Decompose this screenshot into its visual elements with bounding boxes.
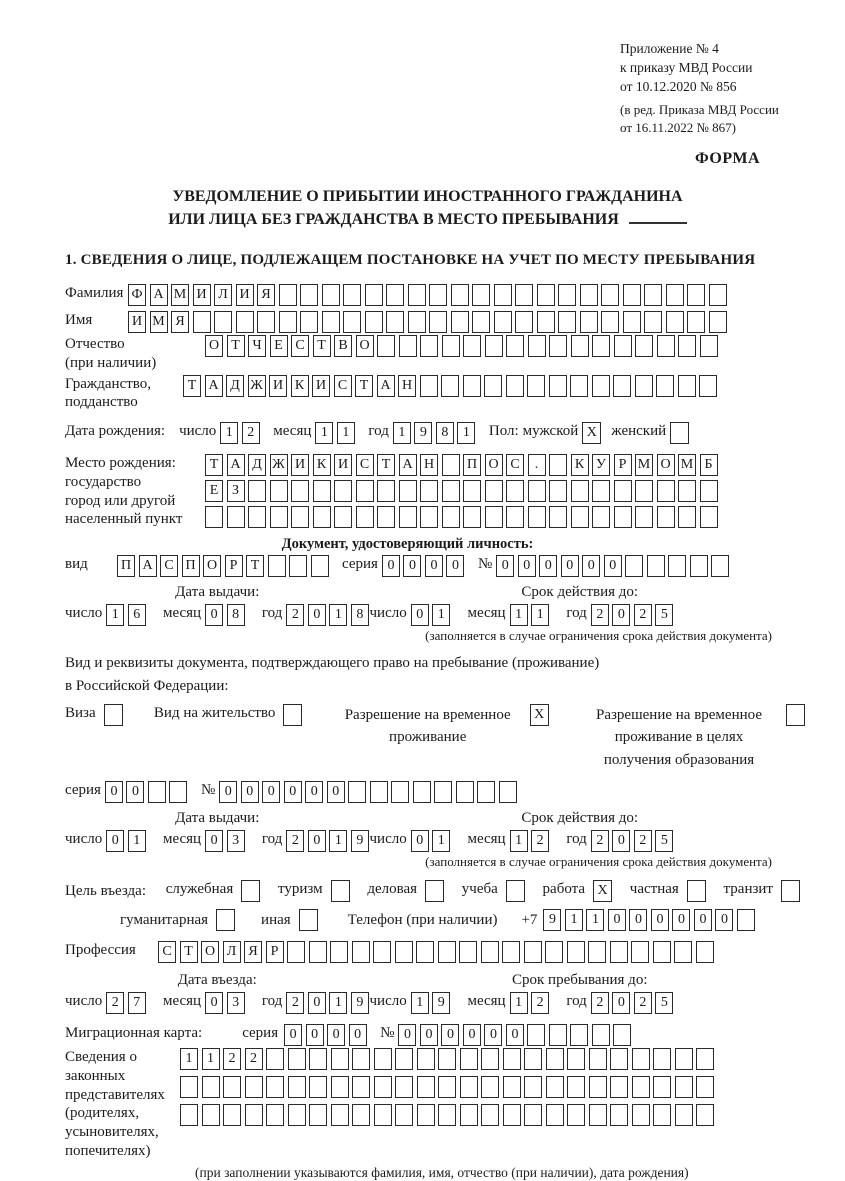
stay-year-boxes[interactable]: 2 0 2 5: [591, 993, 677, 1009]
identity-number-label: №: [477, 556, 493, 573]
birth-date-field: [65, 422, 790, 444]
birth-place-row1-boxes[interactable]: Т А Д Ж И К И С Т А Н П О С . К У Р М О М Б: [205, 454, 721, 476]
sex-male-checkbox[interactable]: X: [582, 422, 601, 444]
mc-number-label: №: [380, 1025, 395, 1042]
birth-year-boxes[interactable]: 1 9 8 1: [393, 422, 479, 444]
identity-issue-date: число 1 6 месяц 0 8 год 2 0 1 8: [65, 604, 370, 626]
purpose-official-checkbox[interactable]: [241, 880, 260, 902]
temp-residence-option: Разрешение на временное проживание X: [334, 704, 549, 749]
phone-prefix: +7: [521, 911, 538, 928]
residence-issue-year-boxes[interactable]: 2 0 1 9: [286, 831, 372, 847]
identity-expiry-heading: Срок действия до:: [521, 584, 639, 601]
purpose-row2: гуманитарная иная Телефон (при наличии) +7 9 1 1 0 0 0 0 0 0: [65, 909, 790, 931]
surname-label: Фамилия: [65, 285, 124, 302]
residence-doc-intro2: в Российской Федерации:: [65, 678, 229, 695]
residence-permit-option: Вид на жительство: [154, 704, 302, 726]
identity-issue-month-boxes[interactable]: 0 8: [205, 605, 248, 621]
representatives-note: (при заполнении указываются фамилия, имя, отчество (при наличии), дата рождения): [195, 1164, 689, 1180]
birth-place-label: государство: [65, 473, 142, 490]
residence-series-label: серия: [65, 782, 101, 799]
residence-doc-series-row: [65, 781, 790, 803]
year-word: год: [368, 423, 389, 440]
entry-day-boxes[interactable]: 2 7: [106, 993, 149, 1009]
appendix-line: Приложение № 4: [620, 41, 719, 56]
residence-expiry-date: число 0 1 месяц 1 2 год 2 0 2 5: [370, 830, 791, 852]
purpose-transit-checkbox[interactable]: [781, 880, 800, 902]
title-blank-line: [629, 220, 687, 224]
appendix-line: к приказу МВД России: [620, 59, 753, 75]
purpose-private-checkbox[interactable]: [687, 880, 706, 902]
representatives-label: законных: [65, 1067, 126, 1084]
given-name-field: [65, 311, 790, 333]
residence-issue-date: число 0 1 месяц 0 3 год 2 0 1 9: [65, 830, 370, 852]
birth-month-boxes[interactable]: 1 1: [315, 422, 358, 444]
identity-series-label: серия: [342, 556, 378, 573]
appendix-line: от 10.12.2020 № 856: [620, 78, 737, 94]
surname-boxes[interactable]: Ф А М И Л И Я: [128, 284, 730, 306]
sex-female-checkbox[interactable]: [670, 422, 689, 444]
residence-number-boxes[interactable]: 0 0 0 0 0 0: [219, 781, 520, 803]
residence-issue-heading: Дата выдачи:: [175, 810, 260, 827]
residence-expiry-year-boxes[interactable]: 2 0 2 5: [591, 831, 677, 847]
patronymic-label: Отчество: [65, 336, 125, 353]
residence-issue-day-boxes[interactable]: 0 1: [106, 831, 149, 847]
representatives-field: [65, 1048, 790, 1161]
mc-number-boxes[interactable]: 0 0 0 0 0 0: [398, 1024, 635, 1046]
birth-place-field: [65, 454, 790, 529]
profession-boxes[interactable]: С Т О Л Я Р: [158, 941, 717, 963]
form-word: ФОРМА: [694, 150, 760, 168]
representatives-label: усыновителях,: [65, 1124, 159, 1141]
birth-place-label: город или другой: [65, 492, 176, 509]
phone-boxes[interactable]: 9 1 1 0 0 0 0 0 0: [543, 909, 758, 931]
given-name-label: Имя: [65, 312, 93, 329]
entry-year-boxes[interactable]: 2 0 1 9: [286, 993, 372, 1009]
purpose-study-checkbox[interactable]: [506, 880, 525, 902]
entry-date: число 2 7 месяц 0 3 год 2 0 1 9: [65, 992, 370, 1014]
identity-issue-year-boxes[interactable]: 2 0 1 8: [286, 605, 372, 621]
sex-male-label: мужской: [522, 423, 579, 440]
sex-female-label: женский: [611, 423, 667, 440]
birth-place-label: Место рождения:: [65, 455, 176, 472]
mc-series-label: серия: [242, 1025, 279, 1042]
identity-expiry-day-boxes[interactable]: 0 1: [411, 605, 454, 621]
identity-expiry-date: число 0 1 месяц 1 1 год 2 0 2 5: [370, 604, 791, 626]
month-word: месяц: [273, 423, 312, 440]
section1-heading: 1. СВЕДЕНИЯ О ЛИЦЕ, ПОДЛЕЖАЩЕМ ПОСТАНОВКЕ НА УЧЕТ ПО МЕСТУ ПРЕБЫВАНИЯ: [65, 252, 756, 269]
representatives-label: Сведения о: [65, 1049, 137, 1066]
birth-date-label: Дата рождения:: [65, 423, 166, 440]
form-title-line1: УВЕДОМЛЕНИЕ О ПРИБЫТИИ ИНОСТРАННОГО ГРАЖДАНИНА: [172, 188, 683, 206]
residence-series-boxes[interactable]: 0 0: [105, 781, 191, 803]
identity-expiry-note: (заполняется в случае ограничения срока действия документа): [425, 628, 772, 644]
residence-expiry-day-boxes[interactable]: 0 1: [411, 831, 454, 847]
visa-checkbox[interactable]: [104, 704, 123, 726]
purpose-work-checkbox[interactable]: X: [593, 880, 612, 902]
stay-month-boxes[interactable]: 1 2: [510, 993, 553, 1009]
form-title: [65, 185, 790, 231]
purpose-label: Цель въезда:: [65, 882, 146, 899]
temp-residence-education-checkbox[interactable]: [786, 704, 805, 726]
patronymic-label2: (при наличии): [65, 354, 157, 371]
residence-doc-intro1: Вид и реквизиты документа, подтверждающего право на пребывание (проживание): [65, 655, 600, 672]
identity-expiry-year-boxes[interactable]: 2 0 2 5: [591, 605, 677, 621]
identity-doc-row: [65, 555, 790, 577]
entry-month-boxes[interactable]: 0 3: [205, 993, 248, 1009]
identity-expiry-month-boxes[interactable]: 1 1: [510, 605, 553, 621]
residence-number-label: №: [200, 782, 216, 799]
temp-residence-education-option: Разрешение на временное проживание в целях получения образования: [580, 704, 805, 772]
residence-issue-month-boxes[interactable]: 0 3: [205, 831, 248, 847]
identity-kind-label: вид: [65, 556, 88, 573]
residence-expiry-month-boxes[interactable]: 1 2: [510, 831, 553, 847]
form-title-line2: ИЛИ ЛИЦА БЕЗ ГРАЖДАНСТВА В МЕСТО ПРЕБЫВАНИЯ: [168, 211, 619, 229]
citizenship-label2: подданство: [65, 394, 138, 411]
purpose-other-checkbox[interactable]: [299, 909, 318, 931]
birth-place-label: населенный пункт: [65, 511, 183, 528]
edition-line: от 16.11.2022 № 867): [620, 119, 737, 135]
purpose-business-checkbox[interactable]: [425, 880, 444, 902]
migration-card-label: Миграционная карта:: [65, 1025, 203, 1042]
residence-expiry-heading: Срок действия до:: [521, 810, 639, 827]
stay-until-date: число 1 9 месяц 1 2 год 2 0 2 5: [370, 992, 791, 1014]
representatives-row1-boxes[interactable]: 1 1 2 2: [180, 1048, 718, 1070]
identity-doc-heading: Документ, удостоверяющий личность:: [281, 536, 534, 553]
appendix-block: [620, 40, 845, 137]
temp-residence-checkbox[interactable]: X: [530, 704, 549, 726]
mc-series-boxes[interactable]: 0 0 0 0: [284, 1024, 370, 1046]
edition-line: (в ред. Приказа МВД России: [620, 101, 779, 117]
purpose-tourism-checkbox[interactable]: [331, 880, 350, 902]
stay-day-boxes[interactable]: 1 9: [411, 993, 454, 1009]
patronymic-boxes[interactable]: О Т Ч Е С Т В О: [205, 335, 721, 357]
representatives-label: попечителях): [65, 1142, 151, 1159]
representatives-label: представителях: [65, 1086, 165, 1103]
representatives-row3-boxes[interactable]: [180, 1104, 718, 1126]
profession-field: [65, 941, 790, 963]
surname-field: [65, 284, 790, 306]
profession-label: Профессия: [65, 942, 136, 959]
birth-place-row3-boxes[interactable]: [205, 506, 721, 528]
day-word: число: [179, 423, 217, 440]
identity-issue-day-boxes[interactable]: 1 6: [106, 605, 149, 621]
identity-series-boxes[interactable]: 0 0 0 0: [382, 555, 468, 577]
residence-permit-checkbox[interactable]: [283, 704, 302, 726]
citizenship-label: Гражданство,: [65, 375, 152, 392]
birth-day-boxes[interactable]: 1 2: [220, 422, 263, 444]
residence-doc-options: [65, 704, 805, 772]
citizenship-boxes[interactable]: Т А Д Ж И К И С Т А Н: [183, 375, 721, 397]
entry-date-heading: Дата въезда:: [177, 972, 257, 989]
purpose-row1: Цель въезда: служебная туризм деловая учеба работа X частная транзит: [65, 880, 800, 902]
residence-expiry-note: (заполняется в случае ограничения срока действия документа): [425, 854, 772, 870]
patronymic-field: [65, 335, 790, 373]
identity-issue-heading: Дата выдачи:: [175, 584, 260, 601]
identity-kind-boxes[interactable]: П А С П О Р Т: [117, 555, 332, 577]
purpose-humanitarian-checkbox[interactable]: [216, 909, 235, 931]
representatives-row2-boxes[interactable]: [180, 1076, 718, 1098]
visa-option: Виза: [65, 704, 123, 726]
birth-place-row2-boxes[interactable]: Е З: [205, 480, 721, 502]
given-name-boxes[interactable]: И М Я: [128, 311, 730, 333]
phone-label: Телефон (при наличии): [347, 911, 498, 928]
identity-number-boxes[interactable]: 0 0 0 0 0 0: [496, 555, 733, 577]
citizenship-field: [65, 375, 790, 413]
stay-until-heading: Срок пребывания до:: [512, 972, 648, 989]
sex-label: Пол:: [488, 423, 519, 440]
migration-card-field: [65, 1024, 790, 1046]
representatives-label: (родителях,: [65, 1105, 140, 1122]
